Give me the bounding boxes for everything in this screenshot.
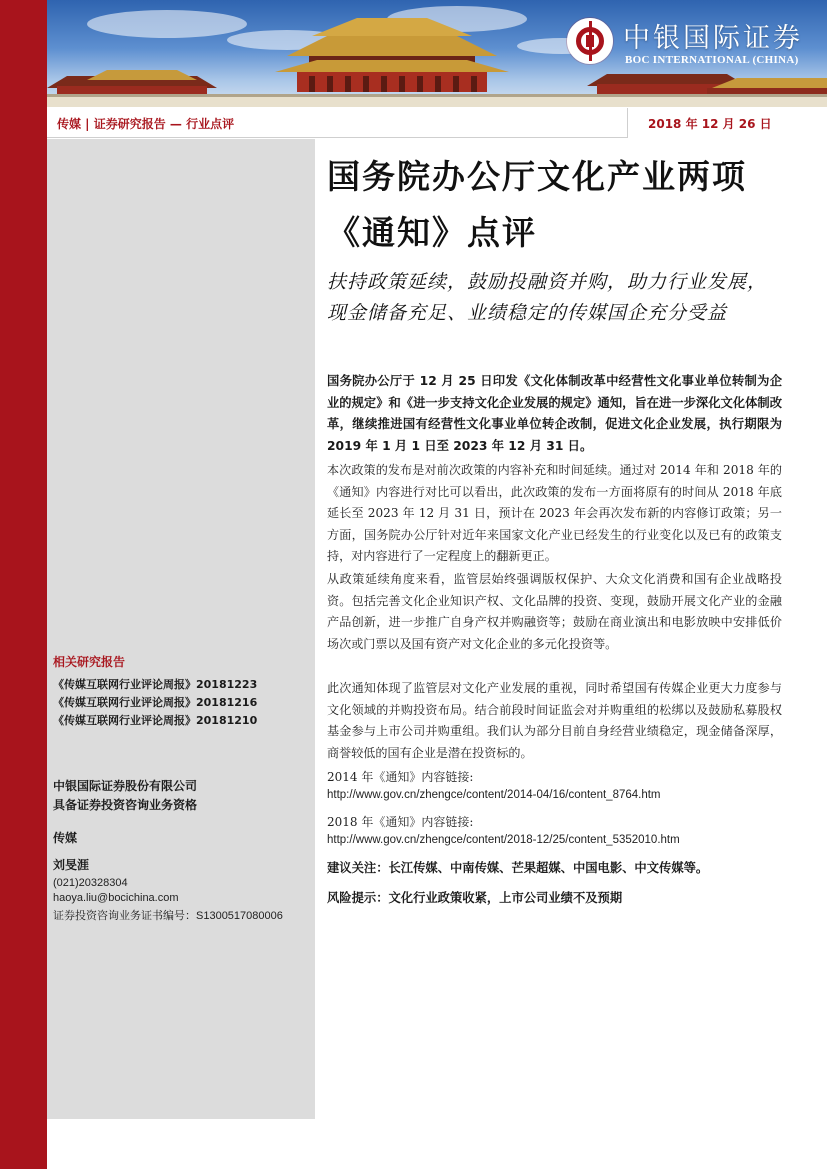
report-date: 2018 年 12 月 26 日 [648, 117, 772, 131]
related-report-item[interactable]: 《传媒互联网行业评论周报》20181210 [53, 714, 258, 727]
lead-paragraph: 国务院办公厅于 12 月 25 日印发《文化体制改革中经营性文化事业单位转制为企业的规定》和《进一步支持文化企业发展的规定》通知，旨在进一步深化文化体制改革，继续推进国有经营性文化事业单位转企改制，促进文化企业发展，执行期限为 2019 年 1 月 1 日至 2023 年 12 月 31 日。 [327, 374, 782, 453]
sector-label: 传媒 [53, 831, 78, 845]
link-label: 2014 年《通知》内容链接: [327, 770, 474, 784]
sidebar [47, 139, 315, 1119]
recommendation: 建议关注：长江传媒、中南传媒、芒果超媒、中国电影、中文传媒等。 [327, 861, 709, 875]
boc-logo-icon [567, 18, 613, 64]
body-paragraph: 此次通知体现了监管层对文化产业发展的重视，同时希望国有传媒企业更大力度参与文化领域的并购投资布局。结合前段时间证监会对并购重组的松绑以及鼓励私募股权基金参与上市公司并购重组。我们认为部分目前自身经营业绩稳定，现金储备深厚，商誉较低的国有企业是潜在投资标的。 [327, 681, 782, 760]
analyst-name: 刘旻涯 [53, 858, 90, 872]
related-report-item[interactable]: 《传媒互联网行业评论周报》20181223 [53, 678, 258, 691]
brand-name-en: BOC INTERNATIONAL (CHINA) [625, 54, 799, 66]
body-paragraph: 本次政策的发布是对前次政策的内容补充和时间延续。通过对 2014 年和 2018 年的《通知》内容进行对比可以看出，此次政策的发布一方面将原有的时间从 2018 年底延长至 2023 年 12 月 31 日，预计在 2023 年会再次发布新的内容修订政策；另一方面，国务院办公厅针对近年来国家文化产业已经发生的行业变化以及已有的政策支持，对内容进行了一定程度上的翻新更正。 [327, 463, 782, 564]
related-reports-title: 相关研究报告 [53, 655, 126, 669]
risk-notice: 风险提示：文化行业政策收紧，上市公司业绩不及预期 [327, 891, 623, 905]
firm-name: 中银国际证券股份有限公司 [53, 779, 198, 793]
left-accent-stripe [0, 0, 47, 1169]
policy-link[interactable]: http://www.gov.cn/zhengce/content/2018-12/25/content_5352010.htm [327, 834, 680, 846]
breadcrumb: 传媒 | 证券研究报告 — 行业点评 [57, 117, 235, 131]
header-banner [47, 0, 827, 107]
brand-logo [567, 14, 827, 74]
link-label: 2018 年《通知》内容链接: [327, 815, 474, 829]
analyst-phone: (021)20328304 [53, 877, 128, 889]
analyst-license: 证券投资咨询业务证书编号：S1300517080006 [53, 910, 283, 922]
policy-link[interactable]: http://www.gov.cn/zhengce/content/2014-04/16/content_8764.htm [327, 789, 661, 801]
body-paragraph: 从政策延续角度来看，监管层始终强调版权保护、大众文化消费和国有企业战略投资。包括完善文化企业知识产权、文化品牌的投资、变现，鼓励开展文化产业的金融产品创新，进一步推广自身产权并购融资等；鼓励在商业演出和电影放映中安排低价场次或门票以及国有资产对文化企业的多元化投资等。 [327, 572, 782, 651]
related-report-item[interactable]: 《传媒互联网行业评论周报》20181216 [53, 696, 258, 709]
firm-qualification: 具备证券投资咨询业务资格 [53, 798, 198, 812]
brand-name-cn: 中银国际证券 [623, 23, 803, 54]
report-title: 国务院办公厅文化产业两项《通知》点评 [327, 157, 747, 252]
analyst-email[interactable]: haoya.liu@bocichina.com [53, 892, 179, 904]
date-box [627, 108, 827, 138]
header-bar [47, 108, 827, 138]
report-subtitle: 扶持政策延续，鼓励投融资并购，助力行业发展，现金储备充足、业绩稳定的传媒国企充分受益 [327, 271, 768, 324]
